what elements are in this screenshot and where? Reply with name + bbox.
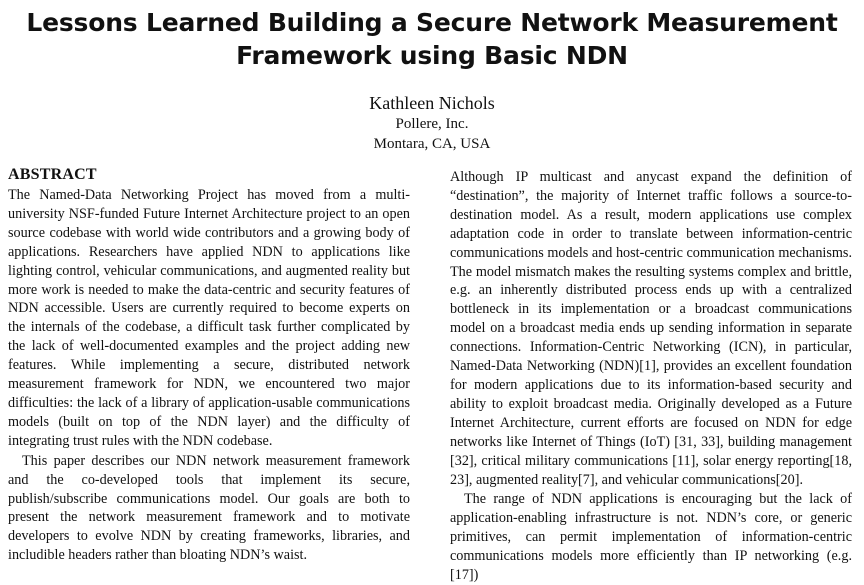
paper-title-line-1: Lessons Learned Building a Secure Network Measurement xyxy=(26,8,838,37)
author-name: Kathleen Nichols xyxy=(369,93,495,113)
left-column xyxy=(8,166,410,565)
right-column xyxy=(450,168,852,585)
abstract-paragraph-1: The Named-Data Networking Project has moved from a multi-university NSF-funded Future Internet Architecture project to an open source codebase with world wide contributors and a growing body of applications. Researchers have applied NDN to applications like lighting control, vehicular communications, and augmented reality but more work is needed to make the data-centric and security features of NDN accessible. Users are currently required to become experts on the internals of the codebase, a difficult task further complicated by the lack of well-documented examples and the project adding new features. While implementing a secure, distributed network measurement framework for NDN, we encountered two major difficulties: the lack of a library of application-usable communications models (built on top of the NDN layer) and the difficulty of integrating trust rules with the NDN codebase. xyxy=(8,187,410,449)
author-affiliation: Pollere, Inc. xyxy=(395,116,469,132)
author-block xyxy=(0,92,864,154)
paper-title-line-2: Framework using Basic NDN xyxy=(236,41,628,70)
body-paragraph-2: The range of NDN applications is encouraging but the lack of application-enabling infrastructure is not. NDN’s core, or generic primitives, can permit implementation of information-centric communications models more efficiently than IP networking (e.g. [17]) xyxy=(450,491,852,584)
paper-title xyxy=(0,6,864,72)
abstract-paragraph-2: This paper describes our NDN network measurement framework and the co-developed tools that implement its secure, publish/subscribe communications model. Our goals are both to present the network measurement framework and to motivate developers to evolve NDN by creating frameworks, libraries, and includible headers rather than bloating NDN’s waist. xyxy=(8,452,410,564)
body-paragraph-1: Although IP multicast and anycast expand the definition of “destination”, the majority of Internet traffic follows a source-to-destination model. As a result, modern applications use complex adaptation code in order to translate between information-centric communications models and host-centric communication mechanisms. The model mismatch makes the resulting systems complex and brittle, e.g. an inherently distributed process ends up with a centralized bottleneck in its implementation or a broadcast communications model on a broadcast media ends up sending information in separate connections. Information-Centric Networking (ICN), in particular, Named-Data Networking (NDN)[1], provides an excellent foundation for modern applications due to its information-based security and ability to exploit broadcast media. Originally developed as a Future Internet Architecture, current efforts are focused on NDN for edge networks like Internet of Things (IoT) [31, 33], building management [32], critical military communications [11], solar energy reporting[18, 23], augmented reality[7], and vehicular communications[20]. xyxy=(450,169,852,488)
abstract-heading: ABSTRACT xyxy=(8,166,97,183)
author-location: Montara, CA, USA xyxy=(373,136,491,152)
